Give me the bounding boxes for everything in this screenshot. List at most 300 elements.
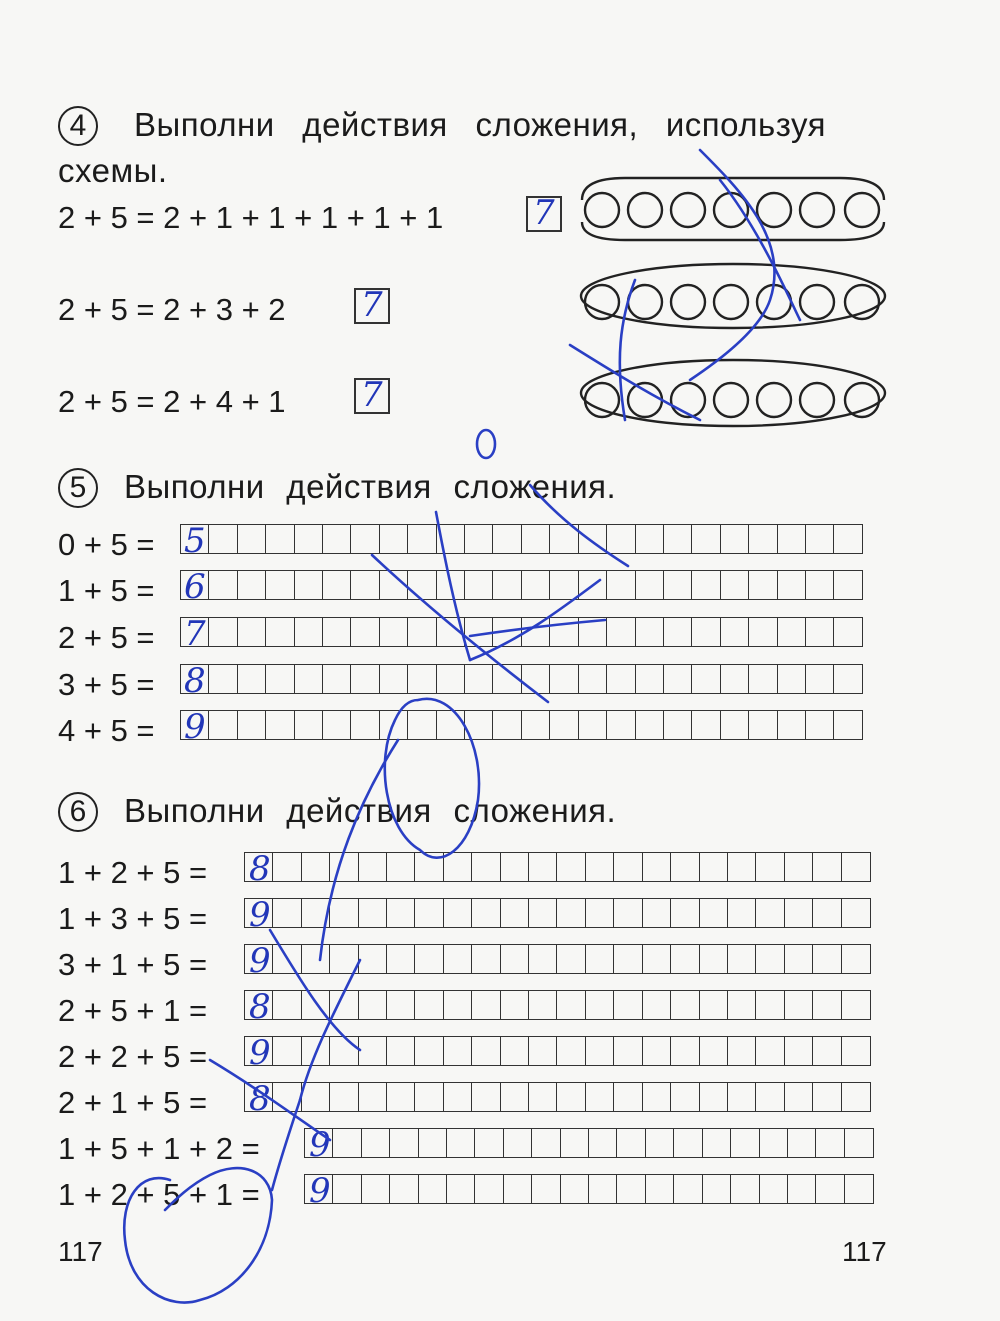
grid-cell[interactable]	[549, 617, 579, 647]
grid-cell[interactable]	[578, 570, 608, 600]
grid-cell[interactable]	[500, 990, 530, 1020]
grid-cell[interactable]	[805, 570, 835, 600]
grid-cell[interactable]	[379, 617, 409, 647]
grid-cell[interactable]	[322, 524, 352, 554]
grid-cell[interactable]	[841, 944, 871, 974]
grid-cell[interactable]	[265, 570, 295, 600]
grid-cell[interactable]	[759, 1128, 789, 1158]
grid-cell[interactable]	[272, 898, 302, 928]
grid-cell[interactable]	[784, 1082, 814, 1112]
grid-cell[interactable]	[691, 617, 721, 647]
grid-cell[interactable]	[237, 617, 267, 647]
grid-cell[interactable]	[699, 898, 729, 928]
task-6-grid-3[interactable]	[244, 944, 869, 974]
task-4-answer-1: 7	[533, 193, 555, 233]
grid-cell[interactable]	[272, 852, 302, 882]
grid-cell[interactable]	[549, 570, 579, 600]
grid-cell[interactable]	[414, 852, 444, 882]
grid-cell[interactable]	[585, 1082, 615, 1112]
grid-cell[interactable]	[720, 570, 750, 600]
grid-cell[interactable]	[748, 570, 778, 600]
task-6-grid-2[interactable]	[244, 898, 869, 928]
grid-cell[interactable]	[755, 944, 785, 974]
grid-cell[interactable]	[606, 524, 636, 554]
grid-cell[interactable]	[361, 1128, 391, 1158]
grid-cell[interactable]	[294, 570, 324, 600]
grid-cell[interactable]	[673, 1128, 703, 1158]
grid-cell[interactable]	[329, 898, 359, 928]
grid-cell[interactable]	[784, 944, 814, 974]
grid-cell[interactable]	[471, 852, 501, 882]
grid-cell[interactable]	[720, 710, 750, 740]
grid-cell[interactable]	[606, 617, 636, 647]
grid-cell[interactable]	[443, 1082, 473, 1112]
grid-cell[interactable]	[358, 852, 388, 882]
grid-cell[interactable]	[556, 1082, 586, 1112]
grid-cell[interactable]	[301, 990, 331, 1020]
grid-cell[interactable]	[727, 944, 757, 974]
grid-cell[interactable]	[528, 898, 558, 928]
grid-cell[interactable]	[805, 524, 835, 554]
grid-cell[interactable]	[272, 944, 302, 974]
grid-cell[interactable]	[528, 944, 558, 974]
grid-cell[interactable]	[613, 852, 643, 882]
grid-cell[interactable]	[418, 1128, 448, 1158]
grid-cell[interactable]	[812, 852, 842, 882]
task-5-answer-1: 5	[184, 521, 206, 561]
grid-cell[interactable]	[642, 944, 672, 974]
grid-cell[interactable]	[471, 990, 501, 1020]
grid-cell[interactable]	[670, 1036, 700, 1066]
grid-cell[interactable]	[833, 524, 863, 554]
grid-cell[interactable]	[642, 898, 672, 928]
grid-cell[interactable]	[635, 570, 665, 600]
task-5-grid-1[interactable]	[180, 524, 862, 554]
grid-cell[interactable]	[301, 1036, 331, 1066]
grid-cell[interactable]	[528, 1082, 558, 1112]
grid-cell[interactable]	[699, 944, 729, 974]
grid-cell[interactable]	[670, 990, 700, 1020]
grid-cell[interactable]	[322, 664, 352, 694]
grid-cell[interactable]	[727, 898, 757, 928]
grid-cell[interactable]	[436, 570, 466, 600]
task-5-grid-3[interactable]	[180, 617, 862, 647]
grid-cell[interactable]	[474, 1128, 504, 1158]
grid-cell[interactable]	[730, 1174, 760, 1204]
grid-cell[interactable]	[350, 710, 380, 740]
grid-cell[interactable]	[748, 710, 778, 740]
grid-cell[interactable]	[720, 664, 750, 694]
grid-cell[interactable]	[265, 710, 295, 740]
grid-cell[interactable]	[386, 1082, 416, 1112]
grid-cell[interactable]	[386, 1036, 416, 1066]
grid-cell[interactable]	[585, 944, 615, 974]
grid-cell[interactable]	[272, 1082, 302, 1112]
grid-cell[interactable]	[265, 617, 295, 647]
grid-cell[interactable]	[521, 664, 551, 694]
task-4-expr-1: 2 + 5 = 2 + 1 + 1 + 1 + 1 + 1	[58, 200, 444, 235]
grid-cell[interactable]	[812, 1082, 842, 1112]
grid-cell[interactable]	[805, 664, 835, 694]
grid-cell[interactable]	[549, 664, 579, 694]
grid-cell[interactable]	[446, 1128, 476, 1158]
grid-cell[interactable]	[560, 1128, 590, 1158]
grid-cell[interactable]	[578, 710, 608, 740]
grid-cell[interactable]	[702, 1128, 732, 1158]
grid-cell[interactable]	[585, 898, 615, 928]
grid-cell[interactable]	[663, 524, 693, 554]
grid-cell[interactable]	[844, 1128, 874, 1158]
grid-cell[interactable]	[663, 570, 693, 600]
scheme-row-1	[582, 178, 884, 240]
grid-cell[interactable]	[358, 1082, 388, 1112]
grid-cell[interactable]	[730, 1128, 760, 1158]
grid-cell[interactable]	[350, 570, 380, 600]
grid-cell[interactable]	[443, 990, 473, 1020]
grid-cell[interactable]	[787, 1174, 817, 1204]
grid-cell[interactable]	[613, 990, 643, 1020]
grid-cell[interactable]	[521, 710, 551, 740]
grid-cell[interactable]	[635, 664, 665, 694]
grid-cell[interactable]	[464, 524, 494, 554]
grid-cell[interactable]	[560, 1174, 590, 1204]
grid-cell[interactable]	[784, 852, 814, 882]
grid-cell[interactable]	[578, 617, 608, 647]
grid-cell[interactable]	[616, 1174, 646, 1204]
grid-cell[interactable]	[556, 990, 586, 1020]
grid-cell[interactable]	[418, 1174, 448, 1204]
grid-cell[interactable]	[301, 898, 331, 928]
grid-cell[interactable]	[755, 990, 785, 1020]
grid-cell[interactable]	[642, 1036, 672, 1066]
task-6-grid-1[interactable]	[244, 852, 869, 882]
grid-cell[interactable]	[492, 664, 522, 694]
grid-cell[interactable]	[748, 524, 778, 554]
grid-cell[interactable]	[379, 710, 409, 740]
grid-cell[interactable]	[322, 617, 352, 647]
grid-cell[interactable]	[556, 898, 586, 928]
grid-cell[interactable]	[389, 1174, 419, 1204]
grid-cell[interactable]	[471, 898, 501, 928]
grid-cell[interactable]	[691, 664, 721, 694]
grid-cell[interactable]	[474, 1174, 504, 1204]
grid-cell[interactable]	[755, 852, 785, 882]
grid-cell[interactable]	[436, 664, 466, 694]
task-4-title-line2: схемы.	[58, 152, 168, 189]
grid-cell[interactable]	[208, 617, 238, 647]
task-6-grid-7[interactable]	[304, 1128, 872, 1158]
task-6-grid-6[interactable]	[244, 1082, 869, 1112]
grid-cell[interactable]	[606, 664, 636, 694]
grid-cell[interactable]	[727, 990, 757, 1020]
task-6-grid-8[interactable]	[304, 1174, 872, 1204]
grid-cell[interactable]	[350, 524, 380, 554]
grid-cell[interactable]	[379, 570, 409, 600]
grid-cell[interactable]	[528, 990, 558, 1020]
task-5-expr-1: 0 + 5 =	[58, 527, 155, 562]
grid-cell[interactable]	[386, 944, 416, 974]
grid-cell[interactable]	[727, 1036, 757, 1066]
grid-cell[interactable]	[237, 664, 267, 694]
grid-cell[interactable]	[642, 1082, 672, 1112]
grid-cell[interactable]	[777, 570, 807, 600]
grid-cell[interactable]	[606, 570, 636, 600]
grid-cell[interactable]	[549, 524, 579, 554]
grid-cell[interactable]	[414, 944, 444, 974]
grid-cell[interactable]	[759, 1174, 789, 1204]
grid-cell[interactable]	[727, 1082, 757, 1112]
grid-cell[interactable]	[588, 1174, 618, 1204]
grid-cell[interactable]	[503, 1174, 533, 1204]
grid-cell[interactable]	[635, 617, 665, 647]
grid-cell[interactable]	[645, 1174, 675, 1204]
grid-cell[interactable]	[670, 1082, 700, 1112]
grid-cell[interactable]	[386, 990, 416, 1020]
grid-cell[interactable]	[443, 944, 473, 974]
grid-cell[interactable]	[471, 1036, 501, 1066]
grid-cell[interactable]	[833, 664, 863, 694]
task-6-expr-3: 3 + 1 + 5 =	[58, 947, 208, 982]
grid-cell[interactable]	[841, 1036, 871, 1066]
grid-cell[interactable]	[720, 524, 750, 554]
grid-cell[interactable]	[294, 710, 324, 740]
grid-cell[interactable]	[635, 524, 665, 554]
grid-cell[interactable]	[379, 664, 409, 694]
grid-cell[interactable]	[332, 1128, 362, 1158]
task-5-answer-3: 7	[184, 614, 206, 654]
grid-cell[interactable]	[208, 570, 238, 600]
grid-cell[interactable]	[407, 570, 437, 600]
grid-cell[interactable]	[585, 1036, 615, 1066]
grid-cell[interactable]	[787, 1128, 817, 1158]
grid-cell[interactable]	[294, 524, 324, 554]
grid-cell[interactable]	[358, 944, 388, 974]
grid-cell[interactable]	[691, 570, 721, 600]
grid-cell[interactable]	[265, 524, 295, 554]
grid-cell[interactable]	[407, 710, 437, 740]
grid-cell[interactable]	[784, 990, 814, 1020]
grid-cell[interactable]	[358, 990, 388, 1020]
grid-cell[interactable]	[606, 710, 636, 740]
grid-cell[interactable]	[841, 1082, 871, 1112]
grid-cell[interactable]	[500, 1082, 530, 1112]
grid-cell[interactable]	[521, 524, 551, 554]
grid-cell[interactable]	[642, 852, 672, 882]
grid-cell[interactable]	[322, 710, 352, 740]
grid-cell[interactable]	[833, 617, 863, 647]
grid-cell[interactable]	[613, 1082, 643, 1112]
grid-cell[interactable]	[691, 524, 721, 554]
grid-cell[interactable]	[777, 710, 807, 740]
grid-cell[interactable]	[471, 944, 501, 974]
grid-cell[interactable]	[699, 990, 729, 1020]
grid-cell[interactable]	[844, 1174, 874, 1204]
grid-cell[interactable]	[272, 990, 302, 1020]
task-6-grid-5[interactable]	[244, 1036, 869, 1066]
grid-cell[interactable]	[358, 898, 388, 928]
grid-cell[interactable]	[332, 1174, 362, 1204]
grid-cell[interactable]	[812, 990, 842, 1020]
grid-cell[interactable]	[670, 852, 700, 882]
grid-cell[interactable]	[748, 664, 778, 694]
grid-cell[interactable]	[492, 617, 522, 647]
grid-cell[interactable]	[503, 1128, 533, 1158]
grid-cell[interactable]	[464, 710, 494, 740]
grid-cell[interactable]	[578, 524, 608, 554]
grid-cell[interactable]	[329, 1082, 359, 1112]
grid-cell[interactable]	[329, 944, 359, 974]
grid-cell[interactable]	[556, 1036, 586, 1066]
grid-cell[interactable]	[755, 898, 785, 928]
grid-cell[interactable]	[500, 898, 530, 928]
grid-cell[interactable]	[777, 524, 807, 554]
grid-cell[interactable]	[350, 664, 380, 694]
grid-cell[interactable]	[436, 617, 466, 647]
grid-cell[interactable]	[833, 710, 863, 740]
grid-cell[interactable]	[784, 898, 814, 928]
grid-cell[interactable]	[670, 944, 700, 974]
task-5-grid-4[interactable]	[180, 664, 862, 694]
grid-cell[interactable]	[841, 898, 871, 928]
grid-cell[interactable]	[673, 1174, 703, 1204]
grid-cell[interactable]	[699, 1082, 729, 1112]
grid-cell[interactable]	[812, 944, 842, 974]
grid-cell[interactable]	[549, 710, 579, 740]
grid-cell[interactable]	[208, 710, 238, 740]
grid-cell[interactable]	[294, 664, 324, 694]
grid-cell[interactable]	[492, 524, 522, 554]
grid-cell[interactable]	[815, 1128, 845, 1158]
grid-cell[interactable]	[414, 1036, 444, 1066]
grid-cell[interactable]	[500, 944, 530, 974]
grid-cell[interactable]	[350, 617, 380, 647]
grid-cell[interactable]	[841, 852, 871, 882]
grid-cell[interactable]	[833, 570, 863, 600]
grid-cell[interactable]	[407, 617, 437, 647]
grid-cell[interactable]	[301, 1082, 331, 1112]
grid-cell[interactable]	[301, 852, 331, 882]
grid-cell[interactable]	[443, 1036, 473, 1066]
task-6-grid-4[interactable]	[244, 990, 869, 1020]
grid-cell[interactable]	[414, 990, 444, 1020]
grid-cell[interactable]	[645, 1128, 675, 1158]
grid-cell[interactable]	[613, 944, 643, 974]
grid-cell[interactable]	[389, 1128, 419, 1158]
grid-cell[interactable]	[464, 570, 494, 600]
grid-cell[interactable]	[635, 710, 665, 740]
grid-cell[interactable]	[407, 524, 437, 554]
grid-cell[interactable]	[301, 944, 331, 974]
grid-cell[interactable]	[500, 852, 530, 882]
task-5-grid-2[interactable]	[180, 570, 862, 600]
grid-cell[interactable]	[616, 1128, 646, 1158]
grid-cell[interactable]	[784, 1036, 814, 1066]
grid-cell[interactable]	[585, 852, 615, 882]
grid-cell[interactable]	[500, 1036, 530, 1066]
grid-cell[interactable]	[663, 617, 693, 647]
grid-cell[interactable]	[358, 1036, 388, 1066]
grid-cell[interactable]	[407, 664, 437, 694]
grid-cell[interactable]	[329, 1036, 359, 1066]
grid-cell[interactable]	[443, 898, 473, 928]
grid-cell[interactable]	[613, 898, 643, 928]
grid-cell[interactable]	[720, 617, 750, 647]
grid-cell[interactable]	[379, 524, 409, 554]
grid-cell[interactable]	[414, 1082, 444, 1112]
grid-cell[interactable]	[531, 1128, 561, 1158]
grid-cell[interactable]	[556, 852, 586, 882]
grid-cell[interactable]	[446, 1174, 476, 1204]
grid-cell[interactable]	[670, 898, 700, 928]
grid-cell[interactable]	[521, 617, 551, 647]
grid-cell[interactable]	[663, 710, 693, 740]
grid-cell[interactable]	[642, 990, 672, 1020]
grid-cell[interactable]	[464, 617, 494, 647]
grid-cell[interactable]	[386, 898, 416, 928]
task-5-grid-5[interactable]	[180, 710, 862, 740]
grid-cell[interactable]	[815, 1174, 845, 1204]
grid-cell[interactable]	[361, 1174, 391, 1204]
grid-cell[interactable]	[699, 852, 729, 882]
grid-cell[interactable]	[436, 710, 466, 740]
grid-cell[interactable]	[841, 990, 871, 1020]
grid-cell[interactable]	[691, 710, 721, 740]
grid-cell[interactable]	[531, 1174, 561, 1204]
grid-cell[interactable]	[702, 1174, 732, 1204]
grid-cell[interactable]	[812, 1036, 842, 1066]
grid-cell[interactable]	[322, 570, 352, 600]
grid-cell[interactable]	[208, 664, 238, 694]
grid-cell[interactable]	[464, 664, 494, 694]
grid-cell[interactable]	[329, 990, 359, 1020]
grid-cell[interactable]	[556, 944, 586, 974]
grid-cell[interactable]	[805, 710, 835, 740]
grid-cell[interactable]	[294, 617, 324, 647]
grid-cell[interactable]	[443, 852, 473, 882]
grid-cell[interactable]	[521, 570, 551, 600]
grid-cell[interactable]	[588, 1128, 618, 1158]
grid-cell[interactable]	[755, 1082, 785, 1112]
grid-cell[interactable]	[237, 710, 267, 740]
grid-cell[interactable]	[237, 570, 267, 600]
grid-cell[interactable]	[727, 852, 757, 882]
grid-cell[interactable]	[471, 1082, 501, 1112]
grid-cell[interactable]	[237, 524, 267, 554]
grid-cell[interactable]	[699, 1036, 729, 1066]
grid-cell[interactable]	[272, 1036, 302, 1066]
grid-cell[interactable]	[748, 617, 778, 647]
grid-cell[interactable]	[329, 852, 359, 882]
grid-cell[interactable]	[414, 898, 444, 928]
grid-cell[interactable]	[492, 710, 522, 740]
grid-cell[interactable]	[585, 990, 615, 1020]
grid-cell[interactable]	[805, 617, 835, 647]
grid-cell[interactable]	[578, 664, 608, 694]
grid-cell[interactable]	[436, 524, 466, 554]
grid-cell[interactable]	[265, 664, 295, 694]
grid-cell[interactable]	[755, 1036, 785, 1066]
grid-cell[interactable]	[208, 524, 238, 554]
grid-cell[interactable]	[386, 852, 416, 882]
grid-cell[interactable]	[812, 898, 842, 928]
grid-cell[interactable]	[528, 1036, 558, 1066]
grid-cell[interactable]	[528, 852, 558, 882]
grid-cell[interactable]	[613, 1036, 643, 1066]
grid-cell[interactable]	[492, 570, 522, 600]
grid-cell[interactable]	[663, 664, 693, 694]
grid-cell[interactable]	[777, 617, 807, 647]
grid-cell[interactable]	[777, 664, 807, 694]
